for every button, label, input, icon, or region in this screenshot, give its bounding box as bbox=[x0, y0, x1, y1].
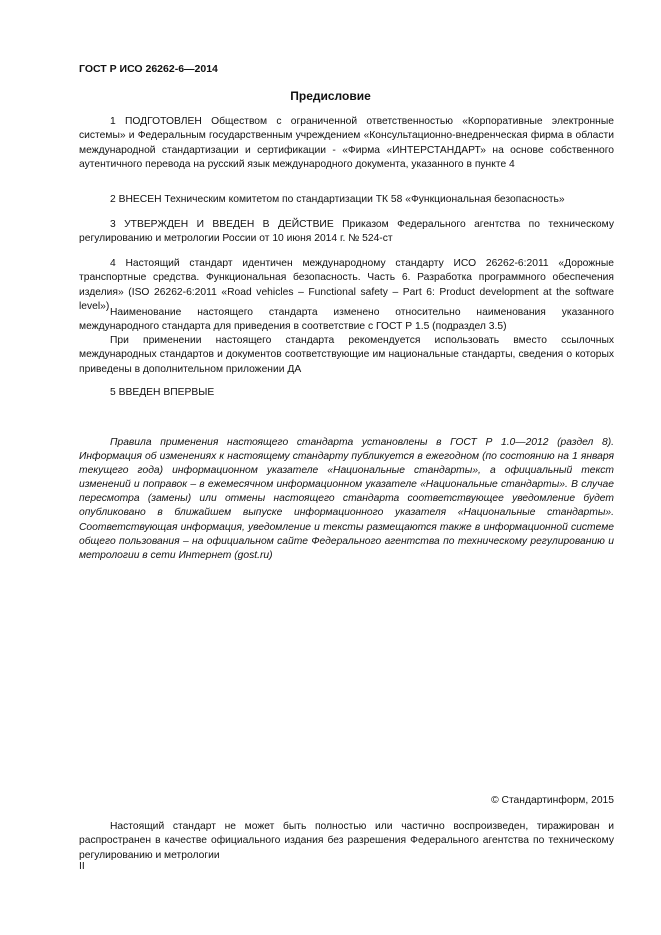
item-2: 2 ВНЕСЕН Техническим комитетом по стандартизации ТК 58 «Функциональная безопасность» bbox=[110, 194, 565, 205]
document-header: ГОСТ Р ИСО 26262-6—2014 bbox=[79, 63, 218, 75]
page-title: Предисловие bbox=[290, 89, 371, 103]
item-4: 4 Настоящий стандарт идентичен международному стандарту ИСО 26262-6:2011 «Дорожные транспортные средства. Функциональная безопасность. Часть 6. Разработка программного обеспечения изделия» (ISO 26262-6:2011 «Road vehicles – Functional safety – Part 6: Product development at the software level») bbox=[79, 258, 614, 313]
item-1: 1 ПОДГОТОВЛЕН Обществом с ограниченной ответственностью «Корпоративные электронные системы» и Федеральным государственным учреждением «Консультационно-внедренческая фирма в области международной стандартизации и сертификации - «Фирма «ИНТЕРСТАНДАРТ» на основе собственного аутентичного перевода на русский язык международного документа, указанного в пункте 4 bbox=[79, 116, 614, 171]
application-notice: Правила применения настоящего стандарта установлены в ГОСТ Р 1.0—2012 (раздел 8). Информация об изменениях к настоящему стандарту публикуется в ежегодном (по состоянию на 1 января текущего года) информационном указателе «Национальные стандарты», а официальный текст изменений и поправок – в ежемесячном информационном указателе «Национальные стандарты». В случае пересмотра (замены) или отмены настоящего стандарта соответствующее уведомление будет опубликовано в ближайшем выпуске информационного указателя «Национальные стандарты». Соответствующая информация, уведомление и тексты размещаются также в информационной системе общего пользования – на официальном сайте Федерального агентства по техническому регулированию и метрологии в сети Интернет (gost.ru) bbox=[79, 437, 614, 561]
item-4-name-note: Наименование настоящего стандарта изменено относительно наименования указанного международного стандарта для приведения в соответствие с ГОСТ Р 1.5 (подраздел 3.5) bbox=[79, 307, 614, 333]
item-5: 5 ВВЕДЕН ВПЕРВЫЕ bbox=[110, 387, 215, 398]
page-number: II bbox=[79, 861, 85, 872]
reproduction-notice: Настоящий стандарт не может быть полностью или частично воспроизведен, тиражирован и распространен в качестве официального издания без разрешения Федерального агентства по техническому регулированию и метрологии bbox=[79, 821, 614, 861]
copyright: © Стандартинформ, 2015 bbox=[491, 795, 614, 806]
item-4-reference-note: При применении настоящего стандарта рекомендуется использовать вместо ссылочных международных стандартов и документов соответствующие им национальные стандарты, сведения о которых приведены в дополнительном приложении ДА bbox=[79, 335, 614, 375]
item-3: 3 УТВЕРЖДЕН И ВВЕДЕН В ДЕЙСТВИЕ Приказом Федерального агентства по техническому регулированию и метрологии России от 10 июня 2014 г. № 524-ст bbox=[79, 219, 614, 245]
